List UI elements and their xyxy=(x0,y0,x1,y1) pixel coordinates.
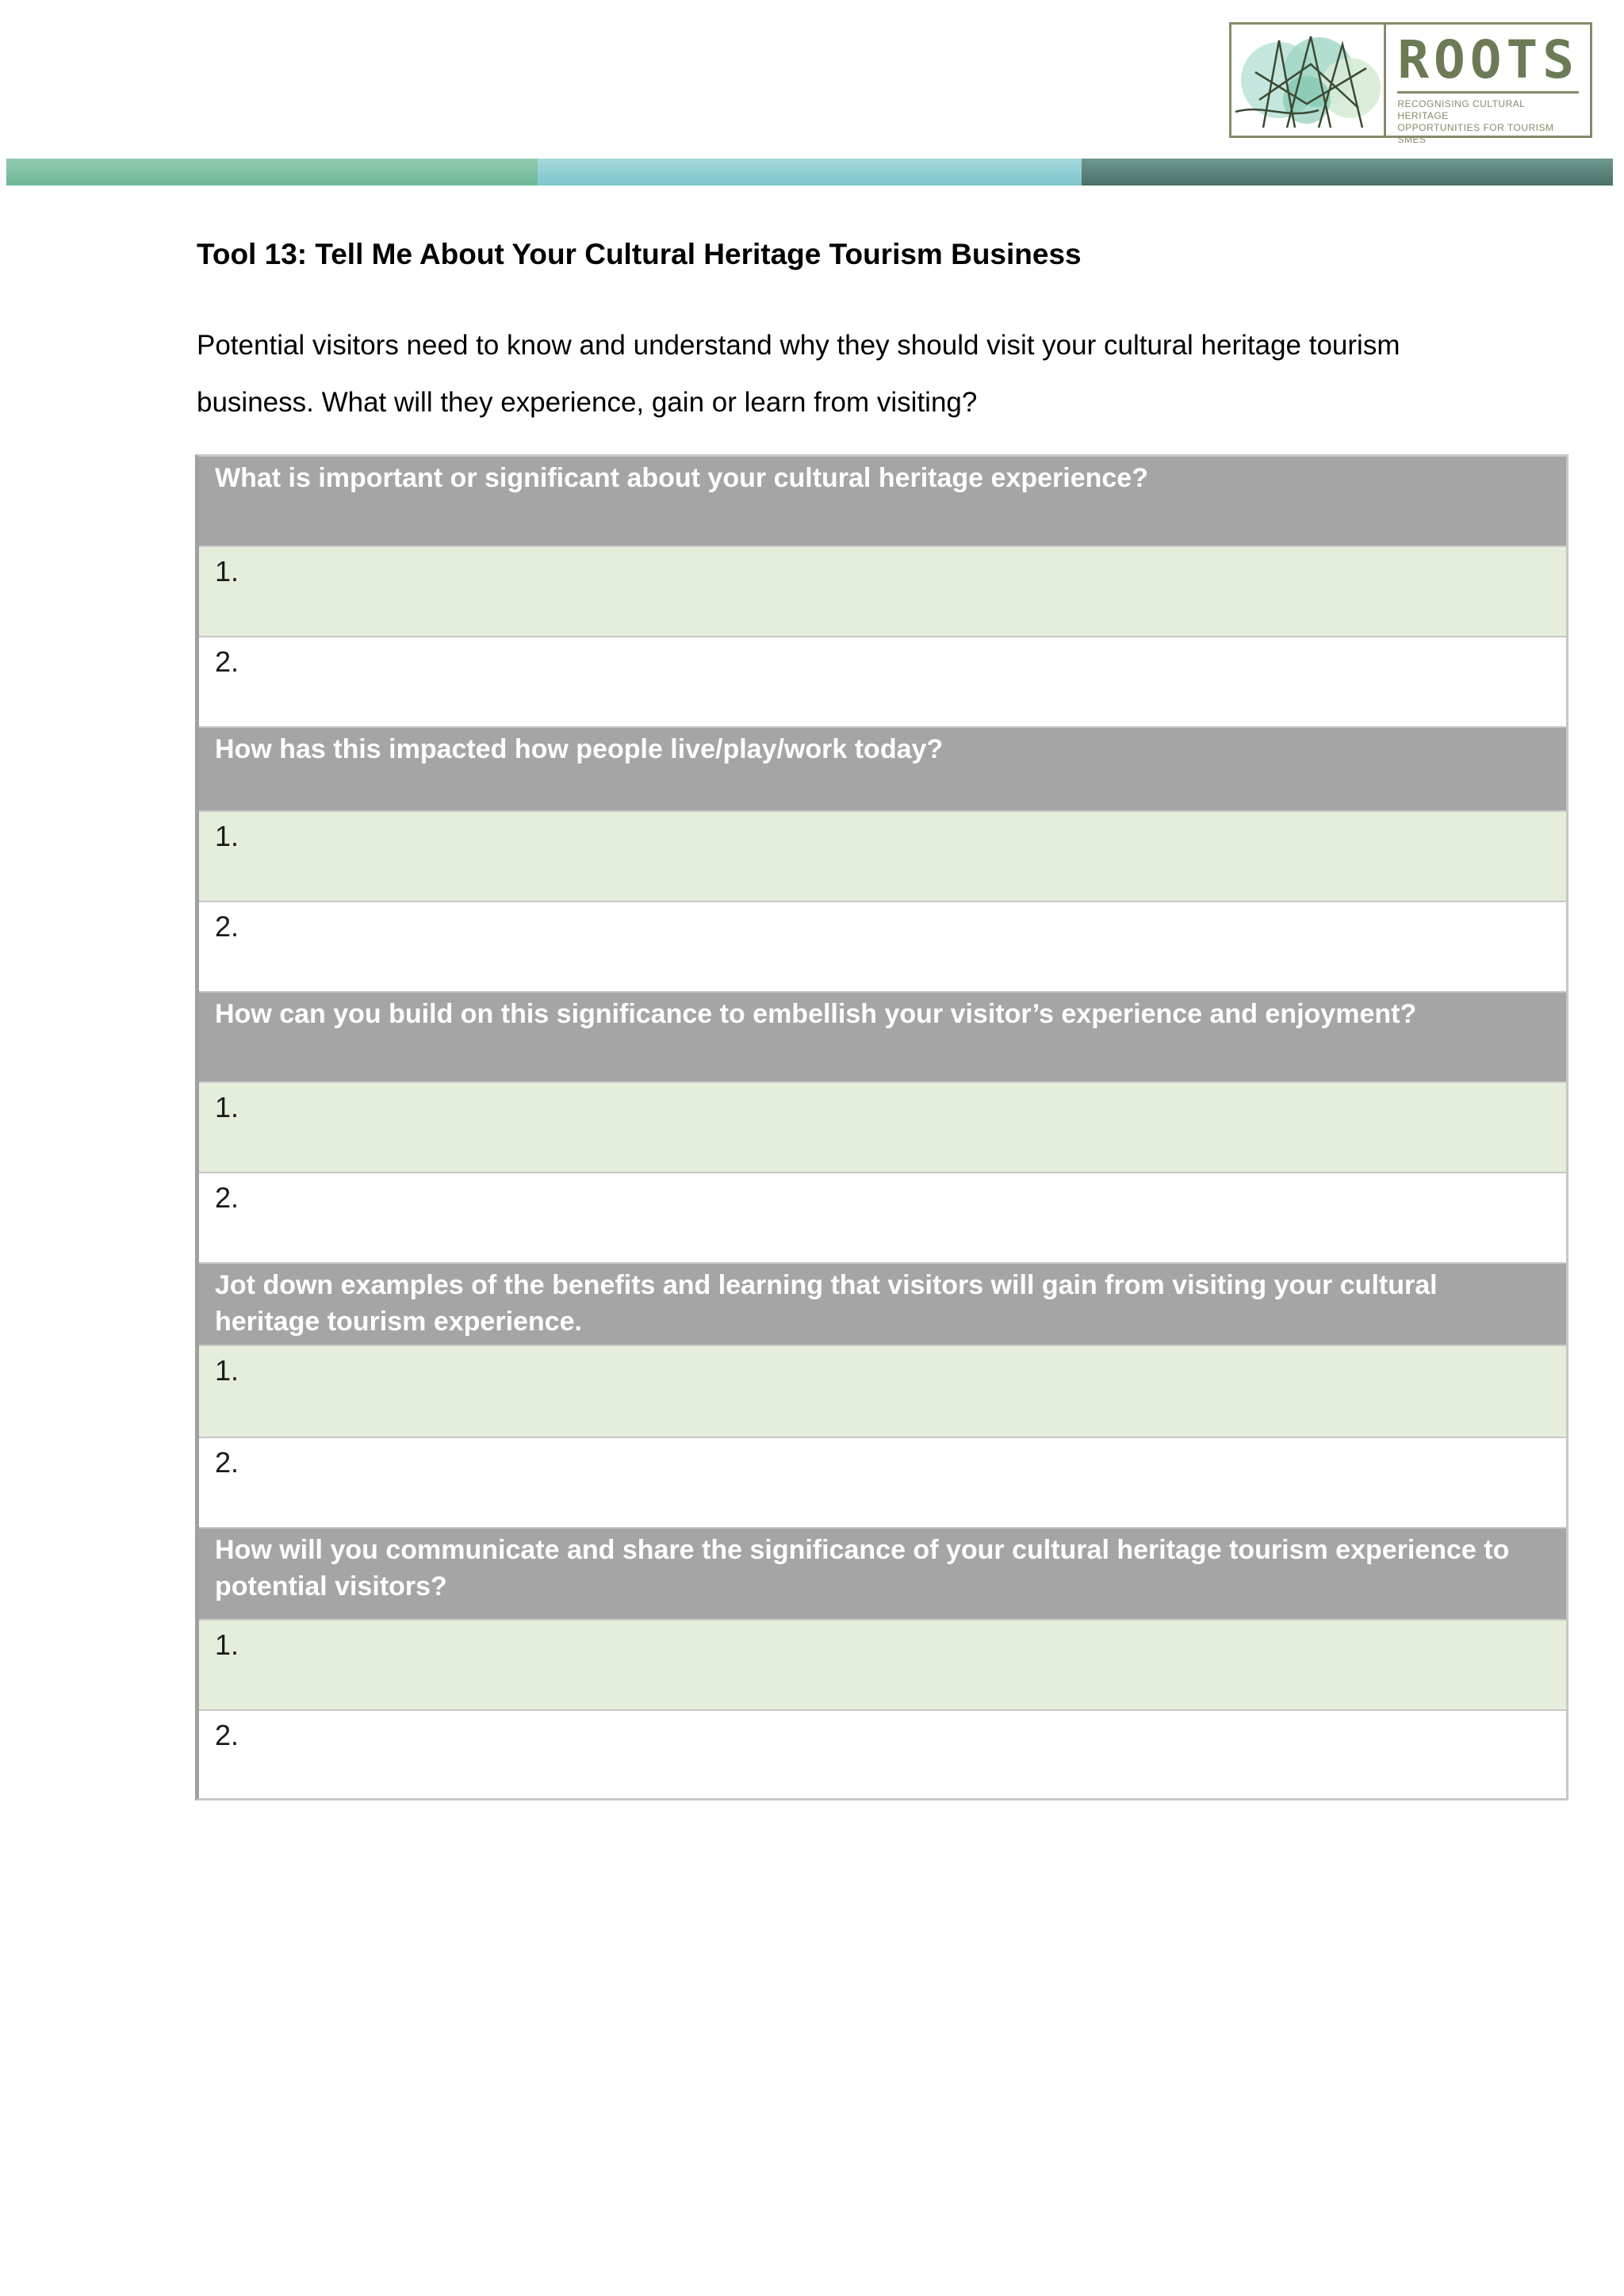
logo-divider xyxy=(1397,91,1579,94)
worksheet-table xyxy=(195,454,1568,1800)
logo-wordmark: ROOTS xyxy=(1397,29,1579,90)
band-segment-teal xyxy=(1082,159,1613,186)
answer-field-1[interactable]: 1. xyxy=(199,547,1566,637)
answer-field-2[interactable]: 2. xyxy=(199,1173,1566,1264)
answer-field-2[interactable]: 2. xyxy=(199,1438,1566,1529)
answer-field-2[interactable]: 2. xyxy=(199,637,1566,728)
question-row: Jot down examples of the benefits and learning that visitors will gain from visiting your cultural heritage tourism experience. xyxy=(199,1264,1566,1346)
intro-paragraph: Potential visitors need to know and understand why they should visit your cultural heritage tourism business. What will they experience, gain or learn from visiting? xyxy=(197,330,1400,418)
answer-field-1[interactable]: 1. xyxy=(199,1621,1566,1711)
question-row: What is important or significant about your cultural heritage experience? xyxy=(199,457,1566,547)
answer-field-1[interactable]: 1. xyxy=(199,1346,1566,1438)
answer-field-2[interactable]: 2. xyxy=(199,902,1566,993)
header-color-band xyxy=(6,159,1613,186)
logo-tagline-2: OPPORTUNITIES FOR TOURISM SMES xyxy=(1397,122,1554,145)
question-row: How can you build on this significance to embellish your visitor’s experience and enjoyment? xyxy=(199,993,1566,1083)
answer-field-1[interactable]: 1. xyxy=(199,1083,1566,1173)
logo-tagline-1: RECOGNISING CULTURAL HERITAGE xyxy=(1397,98,1525,121)
roots-logo xyxy=(1229,22,1592,145)
answer-field-2[interactable]: 2. xyxy=(199,1711,1566,1798)
question-row: How will you communicate and share the significance of your cultural heritage tourism experience to potential visitors? xyxy=(199,1529,1566,1621)
band-segment-aqua xyxy=(538,159,1082,186)
page-title: Tool 13: Tell Me About Your Cultural Heritage Tourism Business xyxy=(197,238,1082,270)
answer-field-1[interactable]: 1. xyxy=(199,812,1566,902)
question-row: How has this impacted how people live/play/work today? xyxy=(199,728,1566,812)
tree-leaf-icon xyxy=(1231,25,1386,136)
band-segment-green xyxy=(6,159,538,186)
